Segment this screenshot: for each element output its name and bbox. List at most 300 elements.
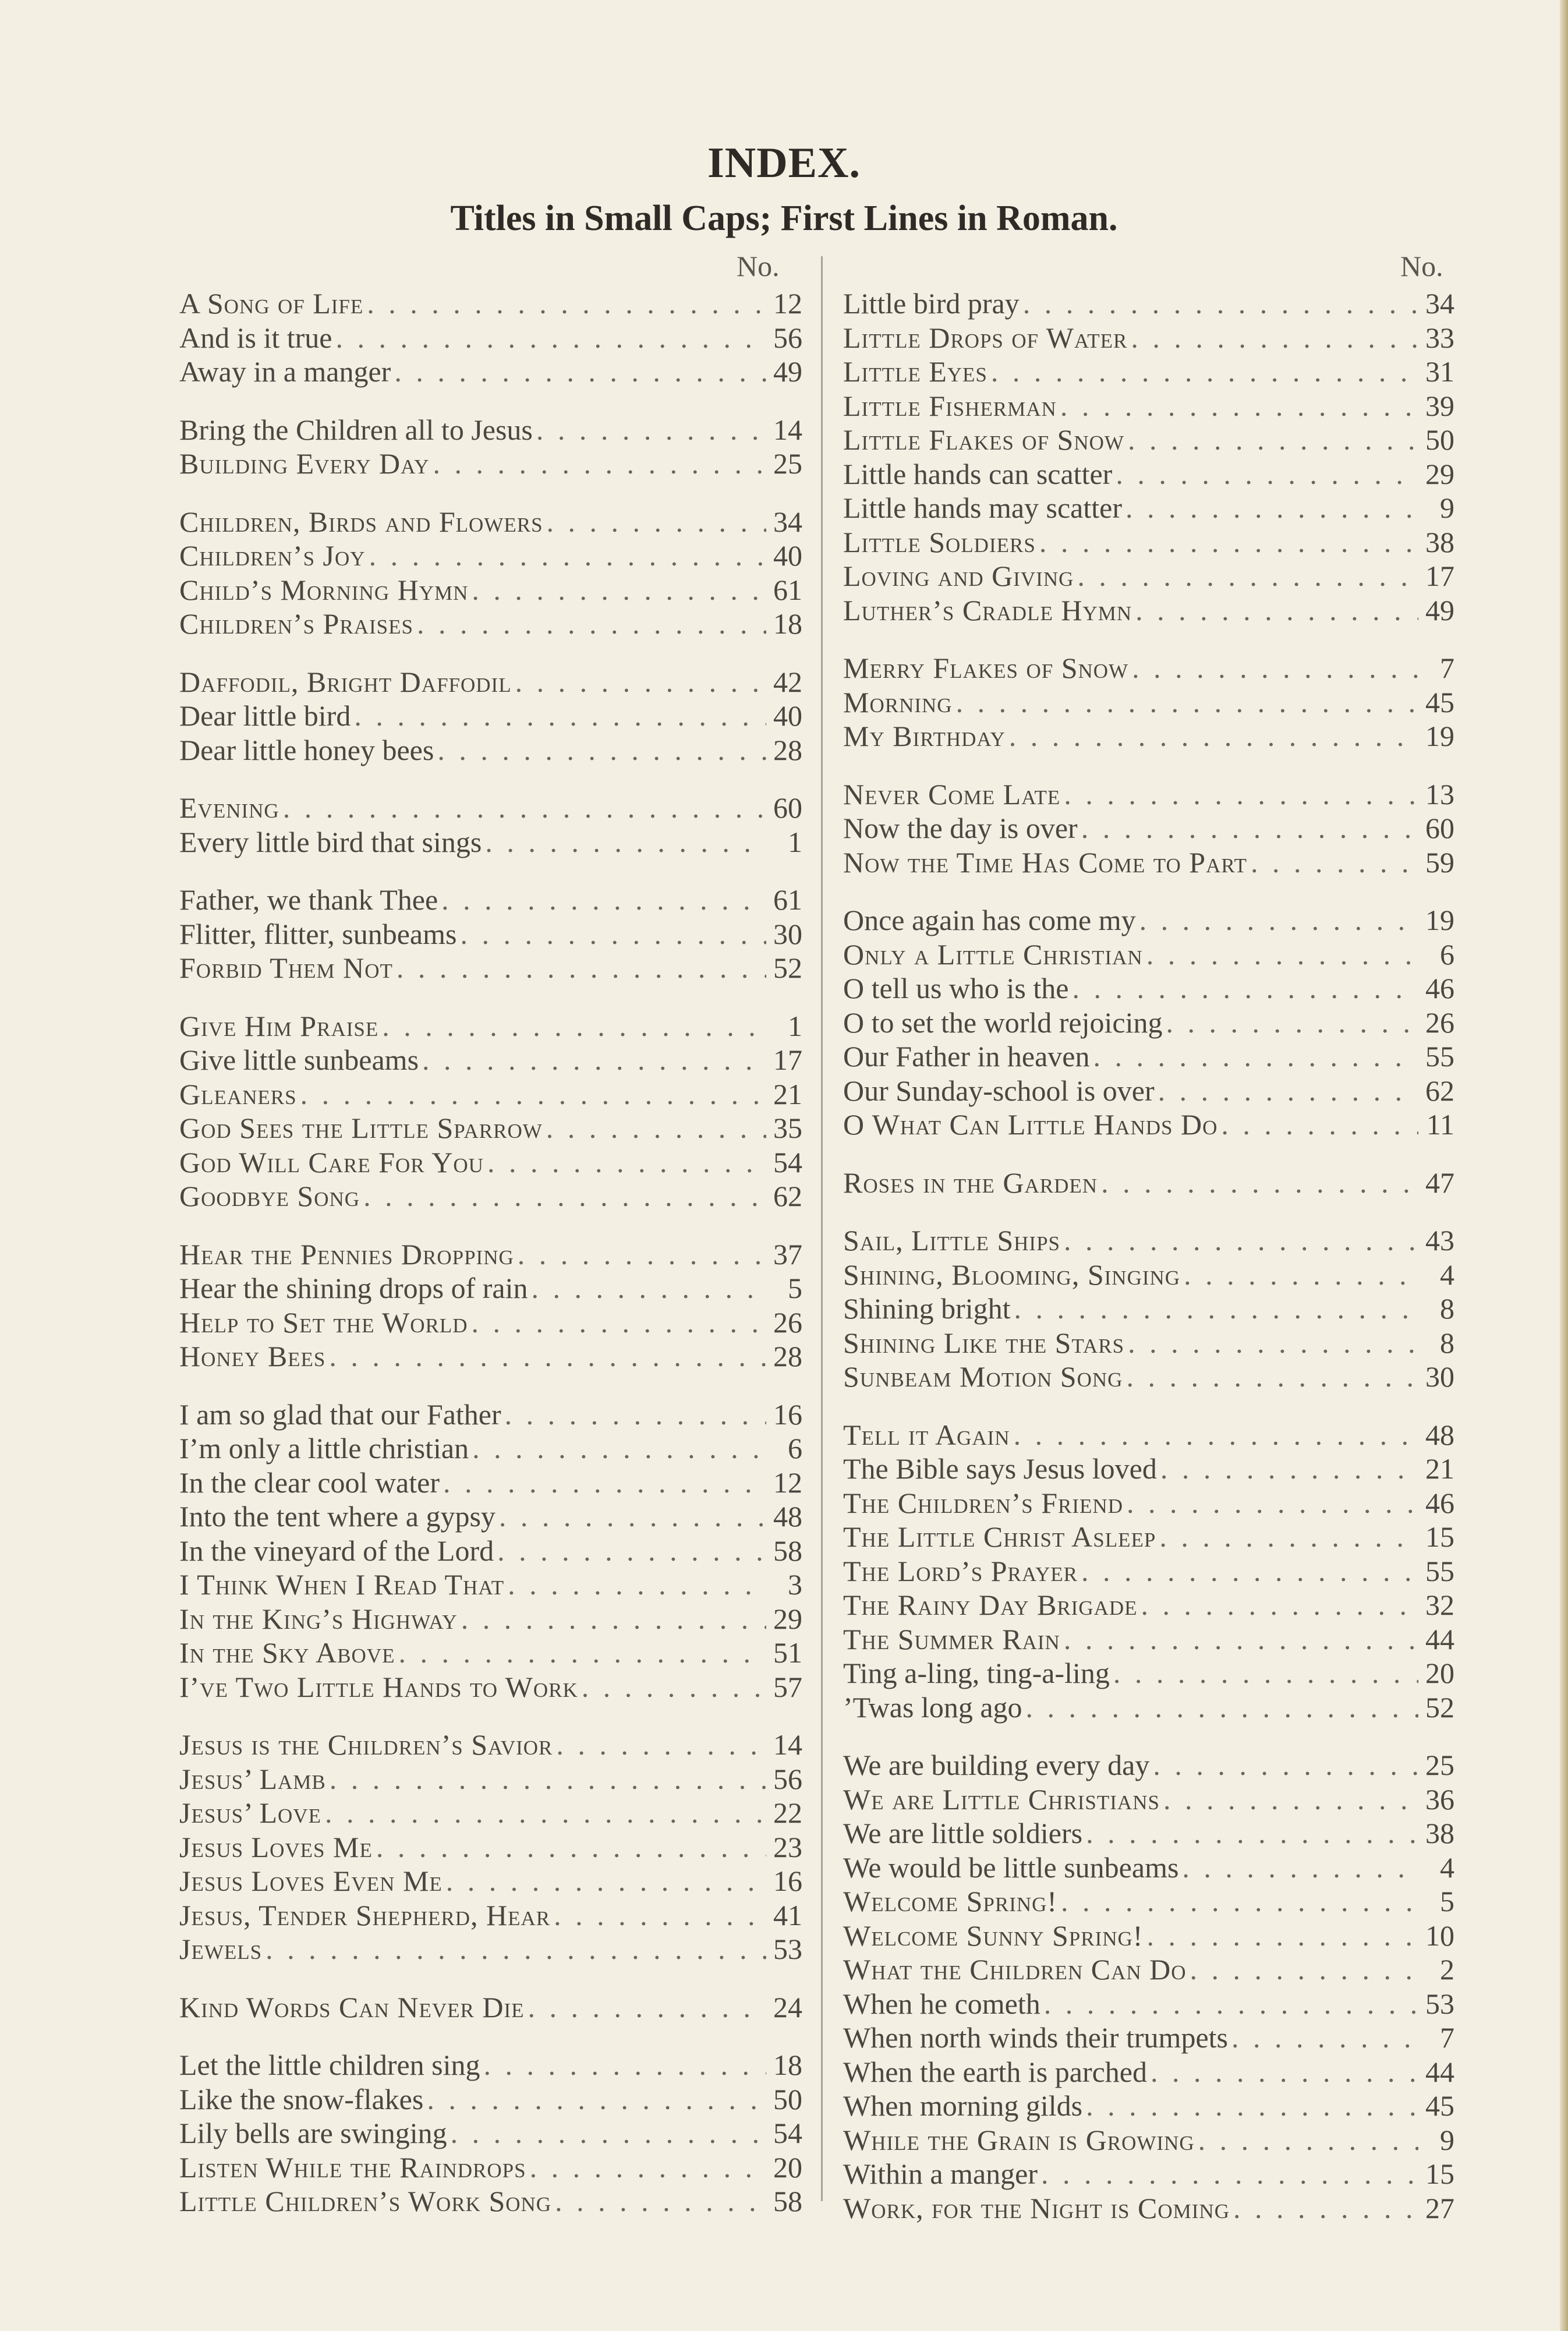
entry-title: Only a Little Christian	[843, 938, 1143, 971]
index-entry	[179, 607, 802, 641]
dot-leader	[508, 1568, 766, 1602]
dot-leader	[1139, 903, 1418, 938]
entry-title: Dear little bird	[179, 699, 351, 732]
index-entry	[179, 321, 802, 355]
entry-title: Hear the shining drops of rain	[179, 1272, 528, 1304]
entry-title: Little hands can scatter	[843, 457, 1113, 490]
index-letter-group	[179, 791, 802, 859]
dot-leader	[427, 2082, 766, 2117]
entry-number: 21	[1425, 1452, 1454, 1485]
dot-leader	[1077, 559, 1418, 593]
entry-title: Luther’s Cradle Hymn	[843, 593, 1132, 627]
entry-title: We are Little Christians	[843, 1782, 1160, 1816]
entry-title: Building Every Day	[179, 447, 430, 480]
dot-leader	[956, 685, 1418, 720]
dot-leader	[1141, 1588, 1418, 1622]
index-entry	[843, 811, 1454, 846]
entry-number: 15	[1425, 2157, 1454, 2190]
dot-leader	[300, 1077, 766, 1112]
entry-title: Forbid Them Not	[179, 951, 393, 984]
index-entry	[843, 1520, 1454, 1554]
entry-number: 29	[1425, 457, 1454, 490]
entry-title: Jesus’ Love	[179, 1796, 321, 1829]
entry-number: 7	[1440, 652, 1454, 684]
index-entry	[179, 1636, 802, 1670]
dot-leader	[1060, 389, 1418, 423]
dot-leader	[398, 1636, 766, 1670]
dot-leader	[1014, 1418, 1418, 1452]
entry-number: 14	[773, 413, 802, 446]
dot-leader	[446, 1864, 766, 1898]
entry-title: When morning gilds	[843, 2089, 1083, 2122]
entry-title: Give little sunbeams	[179, 1044, 419, 1076]
index-entry	[843, 525, 1454, 560]
entry-title: Little Drops of Water	[843, 321, 1128, 354]
dot-leader	[1101, 1166, 1418, 1200]
entry-number: 30	[773, 917, 802, 950]
index-entry	[843, 2157, 1454, 2191]
entry-number: 28	[773, 733, 802, 766]
index-entry	[843, 1360, 1454, 1394]
index-entry	[843, 491, 1454, 525]
dot-leader	[472, 1306, 766, 1340]
entry-title: I am so glad that our Father	[179, 1398, 501, 1431]
entry-title: Roses in the Garden	[843, 1166, 1098, 1199]
entry-number: 34	[773, 505, 802, 538]
index-entry	[179, 733, 802, 767]
dot-leader	[1166, 1006, 1419, 1040]
index-letter-group	[179, 1990, 802, 2025]
entry-title: Jesus Loves Even Me	[179, 1865, 443, 1897]
dot-leader	[1072, 971, 1418, 1006]
dot-leader	[1081, 811, 1418, 846]
index-letter-group	[843, 1418, 1454, 1725]
entry-title: Goodbye Song	[179, 1180, 360, 1212]
dot-leader	[472, 573, 766, 607]
entry-number: 59	[1425, 846, 1454, 879]
entry-title: Children, Birds and Flowers	[179, 505, 543, 538]
entry-number: 48	[773, 1500, 802, 1533]
entry-number: 6	[1440, 938, 1454, 971]
entry-title: Work, for the Night is Coming	[843, 2191, 1230, 2224]
entry-number: 18	[773, 2049, 802, 2081]
index-heading: INDEX.	[707, 139, 861, 187]
dot-leader	[1184, 1258, 1418, 1292]
entry-title: ’Twas long ago	[843, 1690, 1022, 1724]
dot-leader	[1127, 1486, 1418, 1520]
dot-leader	[441, 883, 766, 917]
entry-title: Never Come Late	[843, 777, 1061, 811]
index-entry	[843, 1952, 1454, 1987]
entry-number: 15	[1425, 1520, 1454, 1553]
index-entry	[843, 2021, 1454, 2055]
index-entry	[179, 1499, 802, 1534]
entry-number: 8	[1440, 1326, 1454, 1359]
index-letter-group	[179, 665, 802, 767]
entry-number: 4	[1440, 1851, 1454, 1884]
index-entry	[179, 1043, 802, 1077]
index-entry	[179, 1932, 802, 1966]
index-entry	[179, 1077, 802, 1112]
left-index-column	[179, 286, 802, 2242]
index-entry	[843, 1554, 1454, 1589]
entry-title: The Summer Rain	[843, 1622, 1060, 1656]
dot-leader	[1128, 423, 1418, 457]
index-entry	[843, 1006, 1454, 1040]
entry-title: I’ve Two Little Hands to Work	[179, 1670, 578, 1703]
index-entry	[843, 846, 1454, 880]
entry-number: 41	[773, 1898, 802, 1932]
entry-title: Jesus Loves Me	[179, 1830, 373, 1863]
entry-number: 9	[1440, 2123, 1454, 2156]
dot-leader	[329, 1339, 766, 1374]
entry-number: 24	[773, 1990, 802, 2024]
index-entry	[843, 1039, 1454, 1074]
entry-title: Once again has come my	[843, 904, 1136, 936]
dot-leader	[556, 1728, 766, 1762]
entry-number: 38	[1425, 1817, 1454, 1849]
entry-title: Like the snow-flakes	[179, 2082, 424, 2116]
left-column-number-header: No.	[737, 250, 780, 282]
entry-number: 48	[1425, 1418, 1454, 1451]
index-entry	[179, 286, 802, 321]
dot-leader	[335, 321, 766, 355]
entry-number: 58	[773, 2185, 802, 2217]
index-entry	[179, 447, 802, 481]
entry-title: God Sees the Little Sparrow	[179, 1112, 543, 1144]
dot-leader	[1132, 651, 1418, 685]
entry-title: I’m only a little christian	[179, 1432, 469, 1465]
dot-leader	[546, 1111, 766, 1145]
entry-title: Shining Like the Stars	[843, 1326, 1125, 1359]
entry-number: 51	[773, 1636, 802, 1669]
index-entry	[179, 951, 802, 985]
index-entry	[179, 1466, 802, 1500]
entry-title: Tell it Again	[843, 1418, 1010, 1451]
index-entry	[843, 389, 1454, 423]
dot-leader	[1064, 1622, 1418, 1657]
entry-number: 52	[1425, 1690, 1454, 1724]
index-entry	[179, 539, 802, 573]
entry-number: 17	[1425, 560, 1454, 592]
entry-title: Within a manger	[843, 2157, 1038, 2190]
index-entry	[179, 505, 802, 539]
entry-number: 13	[1425, 777, 1454, 811]
index-entry	[843, 321, 1454, 355]
dot-leader	[1009, 719, 1418, 754]
entry-title: In the Sky Above	[179, 1636, 395, 1669]
index-letter-group	[179, 1398, 802, 1704]
dot-leader	[991, 355, 1418, 389]
entry-title: When the earth is parched	[843, 2055, 1147, 2088]
entry-number: 44	[1425, 2055, 1454, 2088]
entry-number: 53	[1425, 1987, 1454, 2020]
dot-leader	[1014, 1292, 1418, 1326]
entry-title: Flitter, flitter, sunbeams	[179, 917, 457, 950]
entry-number: 52	[773, 951, 802, 984]
index-entry	[179, 1670, 802, 1704]
index-entry	[179, 1864, 802, 1898]
entry-title: Gleaners	[179, 1077, 297, 1110]
entry-number: 21	[773, 1077, 802, 1110]
index-entry	[843, 1748, 1454, 1782]
entry-number: 33	[1425, 321, 1454, 354]
dot-leader	[1086, 1816, 1418, 1851]
dot-leader	[518, 1237, 766, 1272]
index-entry	[179, 1898, 802, 1933]
entry-number: 5	[788, 1272, 802, 1304]
entry-number: 17	[773, 1044, 802, 1076]
index-entry	[843, 1326, 1454, 1360]
entry-number: 55	[1425, 1554, 1454, 1587]
index-letter-group	[179, 1009, 802, 1214]
index-letter-group	[843, 651, 1454, 754]
entry-title: Merry Flakes of Snow	[843, 652, 1129, 684]
index-entry	[843, 938, 1454, 972]
entry-title: What the Children Can Do	[843, 1953, 1187, 1986]
entry-number: 29	[773, 1602, 802, 1635]
index-entry	[843, 1258, 1454, 1292]
index-entry	[179, 1762, 802, 1796]
entry-title: Loving and Giving	[843, 560, 1074, 592]
entry-number: 6	[788, 1432, 802, 1465]
dot-leader	[1231, 2021, 1418, 2055]
entry-title: Little bird pray	[843, 287, 1020, 320]
entry-title: Into the tent where a gypsy	[179, 1500, 495, 1533]
dot-leader	[1026, 1690, 1418, 1725]
entry-title: When north winds their trumpets	[843, 2021, 1228, 2054]
dot-leader	[382, 1009, 766, 1044]
dot-leader	[397, 951, 766, 985]
index-entry	[179, 1111, 802, 1145]
entry-number: 31	[1425, 355, 1454, 388]
dot-leader	[536, 413, 766, 447]
dot-leader	[472, 1431, 766, 1466]
entry-title: When he cometh	[843, 1987, 1040, 2020]
right-index-column	[843, 286, 1454, 2249]
entry-number: 1	[788, 825, 802, 858]
index-entry	[843, 1816, 1454, 1851]
index-entry	[843, 2191, 1454, 2226]
index-entry	[179, 2116, 802, 2150]
dot-leader	[451, 2116, 766, 2150]
index-entry	[179, 1145, 802, 1180]
index-letter-group	[179, 286, 802, 389]
dot-leader	[555, 2184, 766, 2219]
index-letter-group	[179, 883, 802, 985]
index-entry	[843, 1919, 1454, 1953]
index-entry	[843, 457, 1454, 491]
entry-number: 35	[773, 1112, 802, 1144]
entry-title: Honey Bees	[179, 1340, 326, 1373]
index-entry	[179, 1431, 802, 1466]
dot-leader	[422, 1043, 766, 1077]
dot-leader	[1135, 593, 1418, 628]
entry-title: While the Grain is Growing	[843, 2123, 1195, 2156]
index-entry	[843, 355, 1454, 389]
index-entry	[843, 971, 1454, 1006]
index-letter-group	[179, 1237, 802, 1374]
right-column-number-header: No.	[1400, 250, 1443, 282]
entry-title: Away in a manger	[179, 355, 391, 388]
entry-number: 23	[773, 1830, 802, 1863]
entry-title: In the vineyard of the Lord	[179, 1534, 494, 1567]
entry-number: 54	[773, 2117, 802, 2149]
entry-number: 57	[773, 1670, 802, 1703]
dot-leader	[497, 1534, 766, 1568]
entry-number: 16	[773, 1865, 802, 1897]
entry-title: Sunbeam Motion Song	[843, 1360, 1123, 1393]
entry-title: A Song of Life	[179, 287, 364, 320]
dot-leader	[1093, 1039, 1418, 1074]
dot-leader	[1044, 1987, 1418, 2021]
dot-leader	[1131, 321, 1418, 355]
entry-number: 62	[1425, 1074, 1454, 1107]
index-entry	[843, 1690, 1454, 1725]
entry-number: 54	[773, 1145, 802, 1179]
index-letter-group	[179, 413, 802, 481]
index-entry	[179, 573, 802, 607]
index-letter-group	[179, 1728, 802, 1966]
entry-number: 46	[1425, 972, 1454, 1004]
entry-title: Shining bright	[843, 1292, 1011, 1325]
entry-title: And is it true	[179, 321, 332, 354]
entry-number: 36	[1425, 1782, 1454, 1816]
entry-number: 8	[1440, 1292, 1454, 1325]
index-entry	[179, 699, 802, 733]
index-entry	[843, 559, 1454, 593]
entry-title: Our Sunday-school is over	[843, 1074, 1155, 1107]
entry-number: 20	[1425, 1657, 1454, 1689]
entry-number: 14	[773, 1728, 802, 1761]
index-entry	[179, 1179, 802, 1214]
dot-leader	[433, 447, 766, 481]
entry-number: 5	[1440, 1885, 1454, 1918]
index-entry	[843, 1108, 1454, 1142]
index-letter-group	[843, 1166, 1454, 1200]
index-entry	[179, 1830, 802, 1865]
index-letter-group	[843, 286, 1454, 627]
dot-leader	[1182, 1851, 1418, 1885]
dot-leader	[1153, 1748, 1418, 1782]
index-entry	[179, 355, 802, 389]
entry-title: Now the Time Has Come to Part	[843, 846, 1247, 879]
entry-number: 1	[788, 1009, 802, 1042]
index-entry	[843, 2123, 1454, 2157]
entry-number: 18	[773, 607, 802, 640]
entry-number: 45	[1425, 685, 1454, 719]
entry-number: 32	[1425, 1589, 1454, 1621]
column-divider	[821, 256, 823, 2201]
entry-title: Shining, Blooming, Singing	[843, 1258, 1181, 1291]
entry-number: 42	[773, 665, 802, 698]
dot-leader	[460, 917, 766, 951]
entry-title: Lily bells are swinging	[179, 2117, 447, 2149]
dot-leader	[485, 825, 766, 859]
entry-number: 60	[1425, 812, 1454, 844]
entry-title: Hear the Pennies Dropping	[179, 1237, 514, 1271]
dot-leader	[417, 607, 766, 641]
dot-leader	[1064, 1223, 1418, 1258]
entry-number: 11	[1426, 1108, 1454, 1141]
index-entry	[179, 1009, 802, 1044]
index-entry	[843, 2089, 1454, 2123]
dot-leader	[330, 1762, 766, 1796]
index-letter-group	[843, 777, 1454, 880]
index-entry	[179, 1398, 802, 1432]
entry-title: Daffodil, Bright Daffodil	[179, 665, 512, 698]
entry-number: 50	[773, 2082, 802, 2116]
entry-title: Little Eyes	[843, 355, 987, 388]
entry-title: Help to Set the World	[179, 1306, 468, 1339]
entry-number: 28	[773, 1340, 802, 1373]
dot-leader	[547, 505, 766, 539]
dot-leader	[1039, 525, 1418, 560]
entry-title: Children’s Praises	[179, 607, 413, 640]
dot-leader	[499, 1499, 766, 1534]
index-entry	[179, 1568, 802, 1602]
entry-title: Little hands may scatter	[843, 491, 1123, 524]
dot-leader	[1081, 1554, 1418, 1589]
entry-number: 2	[1440, 1953, 1454, 1986]
entry-number: 58	[773, 1534, 802, 1567]
entry-number: 22	[773, 1796, 802, 1829]
entry-number: 40	[773, 539, 802, 572]
dot-leader	[369, 539, 766, 573]
entry-title: Let the little children sing	[179, 2049, 480, 2081]
index-entry	[843, 1987, 1454, 2021]
entry-title: We are little soldiers	[843, 1817, 1083, 1849]
index-entry	[843, 777, 1454, 812]
dot-leader	[376, 1830, 766, 1865]
index-entry	[179, 1271, 802, 1306]
entry-title: Welcome Spring!	[843, 1885, 1058, 1918]
entry-number: 44	[1425, 1622, 1454, 1656]
dot-leader	[1125, 491, 1418, 525]
entry-title: The Little Christ Asleep	[843, 1520, 1156, 1553]
entry-number: 12	[773, 287, 802, 320]
entry-title: Sail, Little Ships	[843, 1224, 1061, 1257]
entry-number: 56	[773, 321, 802, 354]
entry-number: 37	[773, 1237, 802, 1271]
entry-title: Now the day is over	[843, 812, 1078, 844]
entry-number: 19	[1425, 720, 1454, 752]
entry-number: 61	[773, 883, 802, 916]
index-entry	[843, 2055, 1454, 2089]
index-entry	[179, 2150, 802, 2185]
entry-title: Jesus, Tender Shepherd, Hear	[179, 1898, 551, 1932]
index-entry	[843, 1622, 1454, 1657]
index-entry	[179, 883, 802, 917]
dot-leader	[484, 2048, 766, 2082]
index-entry	[179, 1534, 802, 1568]
dot-leader	[505, 1398, 766, 1432]
index-entry	[179, 825, 802, 859]
index-letter-group	[843, 903, 1454, 1142]
index-entry	[179, 1990, 802, 2025]
index-entry	[843, 1418, 1454, 1452]
dot-leader	[443, 1466, 766, 1500]
dot-leader	[437, 733, 766, 767]
entry-number: 25	[1425, 1749, 1454, 1781]
dot-leader	[1023, 286, 1418, 321]
entry-number: 25	[773, 447, 802, 480]
page-edge-shadow	[1560, 0, 1568, 2331]
entry-title: Children’s Joy	[179, 539, 366, 572]
entry-title: O to set the world rejoicing	[843, 1006, 1163, 1039]
index-entry	[179, 1306, 802, 1340]
dot-leader	[1221, 1108, 1418, 1142]
